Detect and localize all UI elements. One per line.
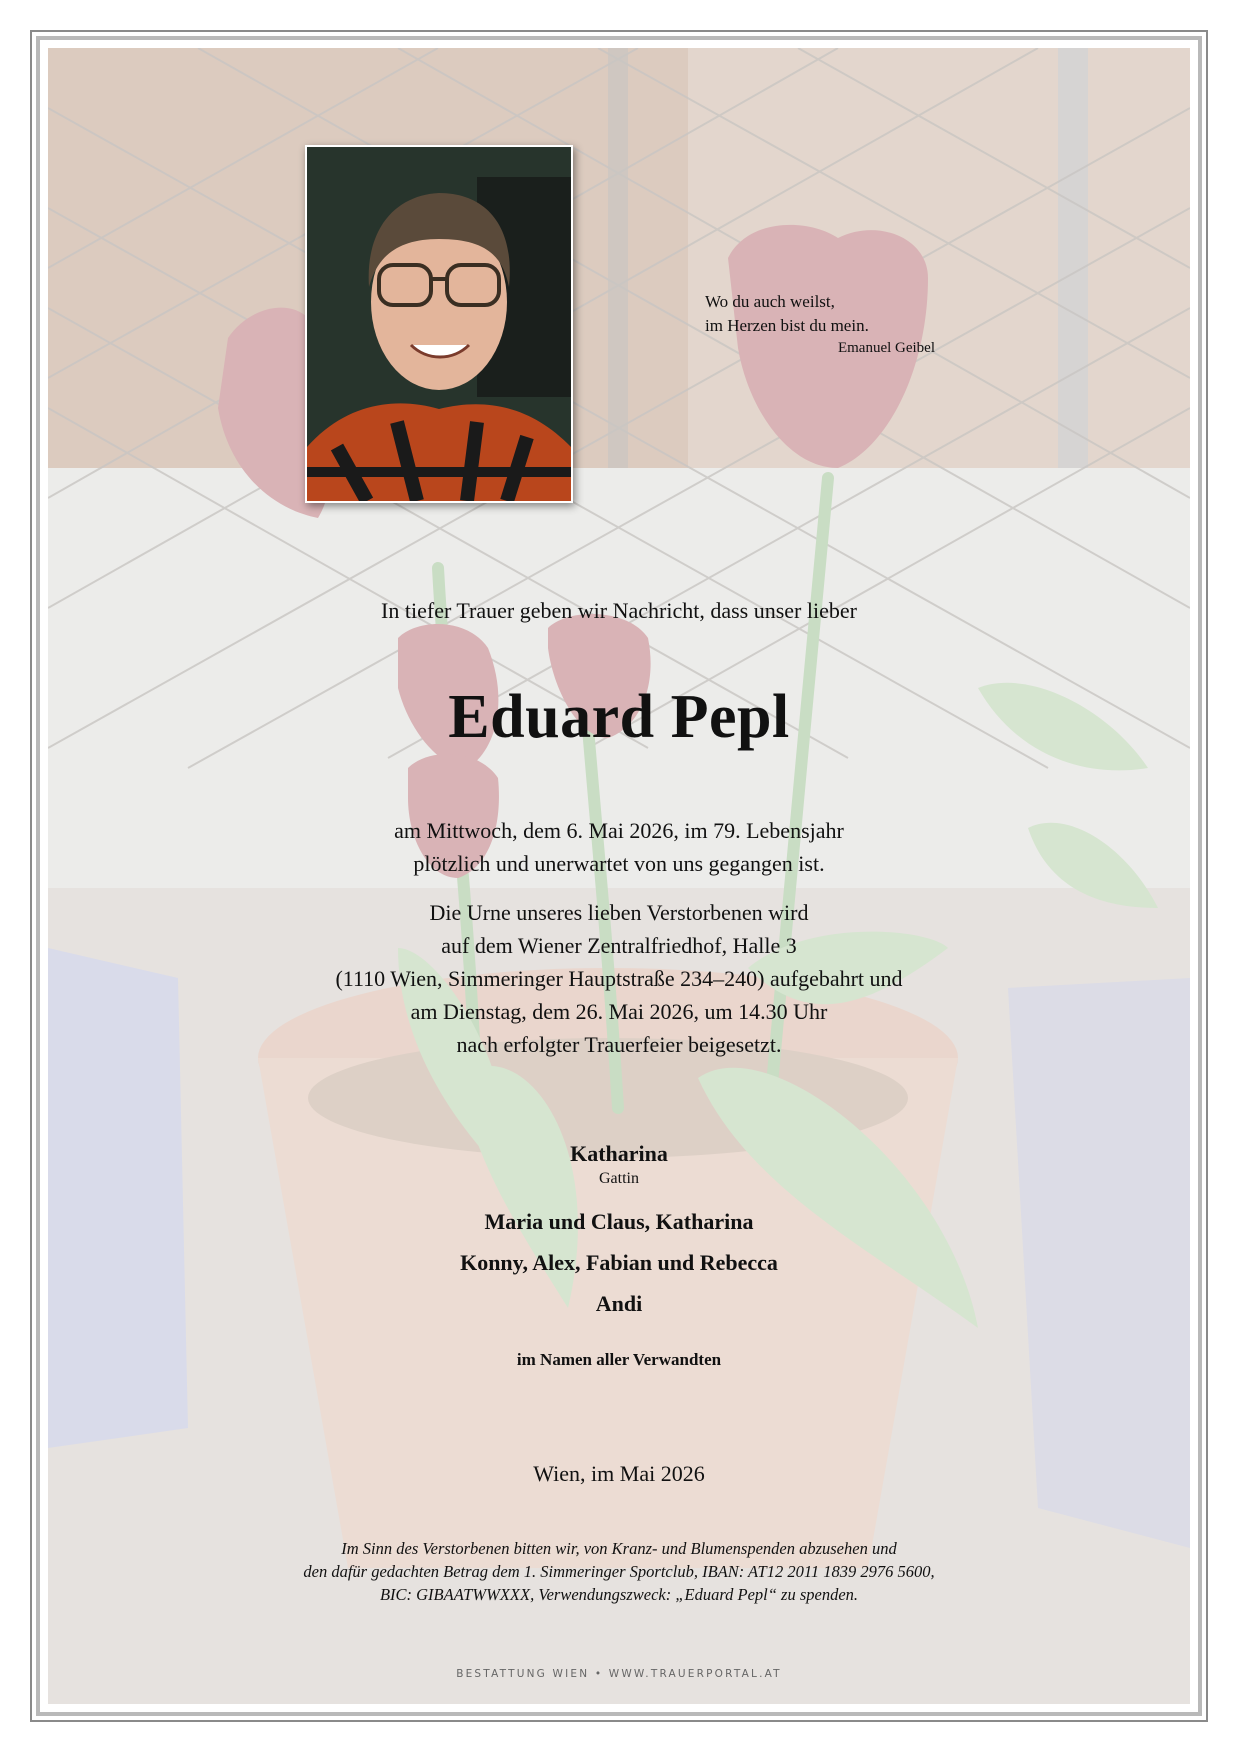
deceased-name: Eduard Pepl	[448, 683, 790, 751]
death-paragraph	[48, 814, 1190, 880]
donation-line: BIC: GIBAATWWXXX, Verwendungszweck: „Eduard Pepl“ zu spenden.	[379, 1585, 859, 1604]
mourner-line: Maria und Claus, Katharina	[484, 1209, 754, 1234]
burial-line: nach erfolgter Trauerfeier beigesetzt.	[456, 1032, 782, 1057]
burial-paragraph	[48, 896, 1190, 1061]
quote-author: Emanuel Geibel	[837, 340, 935, 356]
behalf-of-relatives: im Namen aller Verwandten	[516, 1350, 722, 1369]
mourner-primary-relation: Gattin	[599, 1170, 639, 1187]
quote-line-2: im Herzen bist du mein.	[705, 316, 869, 335]
place-date: Wien, im Mai 2026	[533, 1461, 705, 1486]
footer-imprint: BESTATTUNG WIEN • WWW.TRAUERPORTAL.AT	[456, 1668, 782, 1680]
mourner-line: Andi	[595, 1291, 643, 1316]
mourner-line: Konny, Alex, Fabian und Rebecca	[460, 1250, 778, 1275]
burial-line: auf dem Wiener Zentralfriedhof, Halle 3	[441, 933, 797, 958]
donation-note	[48, 1537, 1190, 1606]
death-line: am Mittwoch, dem 6. Mai 2026, im 79. Lebensjahr	[394, 818, 844, 843]
quote-block	[705, 290, 935, 358]
death-line: plötzlich und unerwartet von uns gegangen ist.	[413, 851, 825, 876]
burial-line: (1110 Wien, Simmeringer Hauptstraße 234–240) aufgebahrt und	[335, 966, 903, 991]
burial-line: Die Urne unseres lieben Verstorbenen wird	[429, 900, 809, 925]
burial-line: am Dienstag, dem 26. Mai 2026, um 14.30 Uhr	[410, 999, 828, 1024]
donation-line: den dafür gedachten Betrag dem 1. Simmeringer Sportclub, IBAN: AT12 2011 1839 2976 5600,	[303, 1562, 935, 1581]
portrait-photo	[305, 145, 573, 503]
quote-line-1: Wo du auch weilst,	[705, 292, 835, 311]
donation-line: Im Sinn des Verstorbenen bitten wir, von Kranz- und Blumenspenden abzusehen und	[341, 1539, 897, 1558]
announcement-intro: In tiefer Trauer geben wir Nachricht, dass unser lieber	[381, 598, 857, 623]
mourner-primary-name: Katharina	[570, 1141, 668, 1166]
